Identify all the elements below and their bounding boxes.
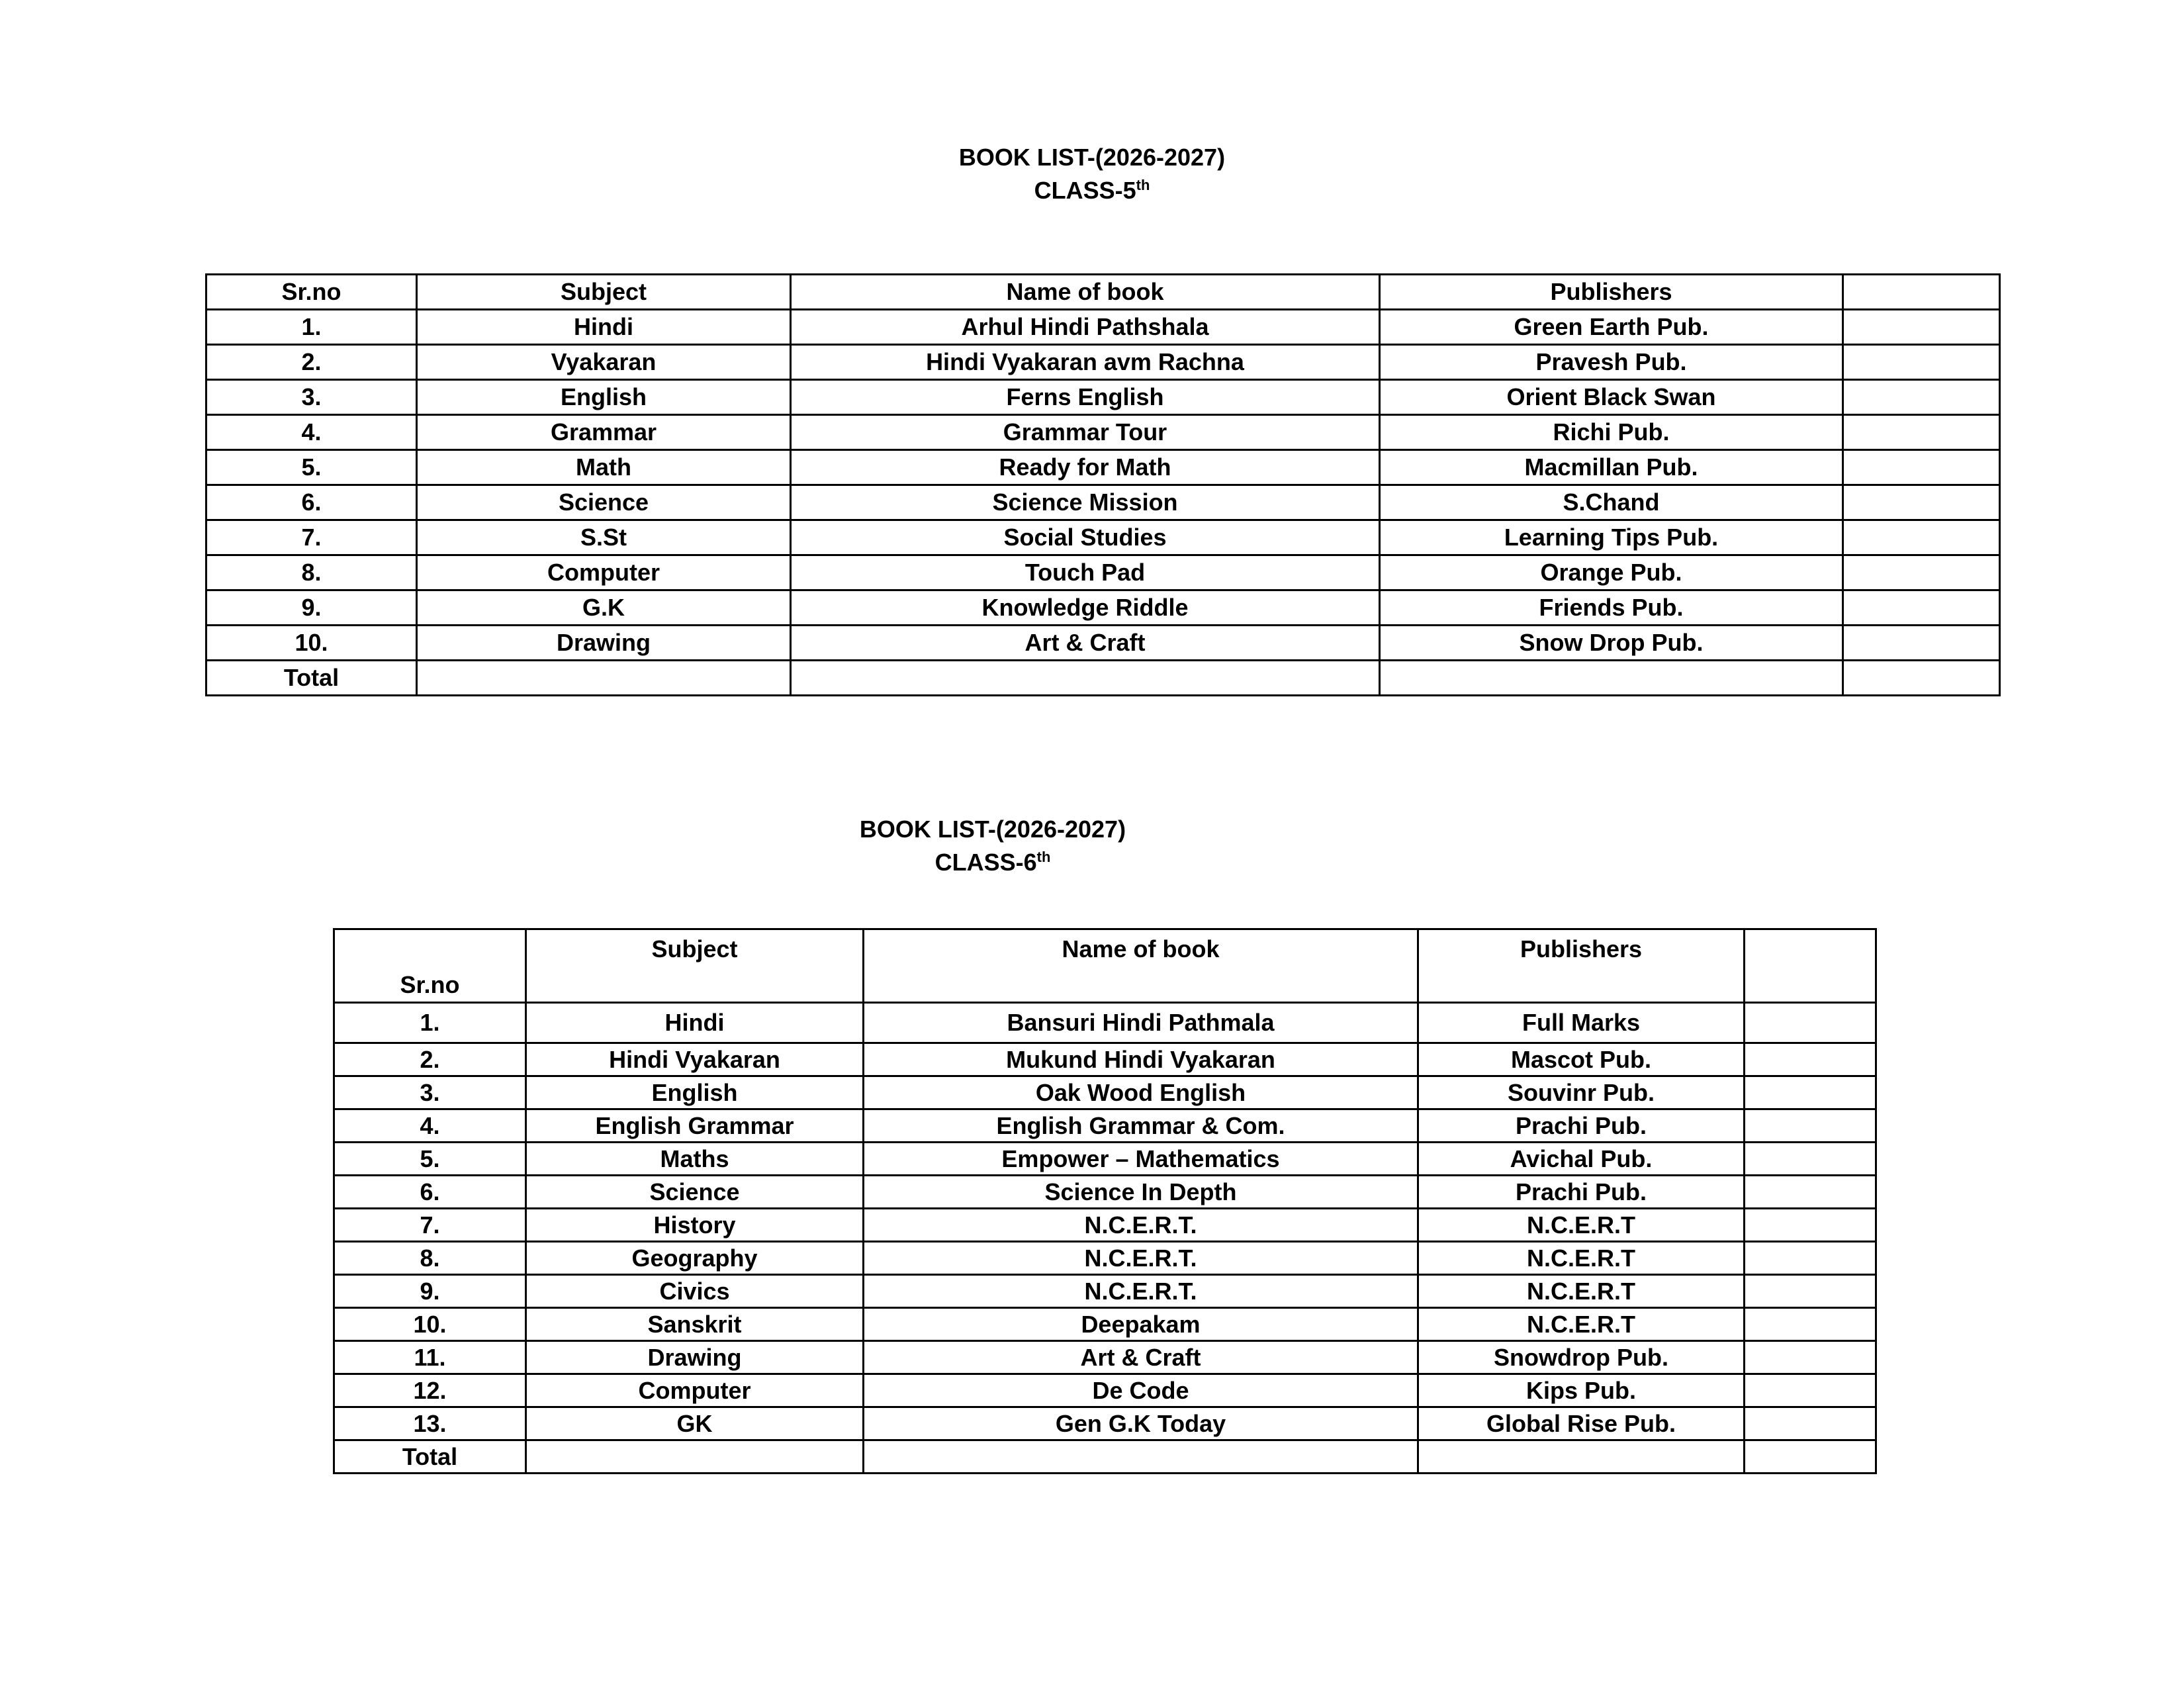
book-list-table-class-5: [205, 273, 2001, 696]
book-name-cell: Bansuri Hindi Pathmala: [864, 1003, 1418, 1043]
sr-no-cell: 13.: [334, 1407, 526, 1440]
section-heading-class-6: [827, 813, 1158, 879]
publisher-cell: Learning Tips Pub.: [1380, 520, 1843, 555]
total-subject-cell: [417, 661, 791, 696]
class-label: CLASS-5th: [1034, 177, 1150, 204]
subject-cell: English Grammar: [526, 1109, 864, 1143]
table-row: [334, 1043, 1876, 1076]
sr-no-cell: 12.: [334, 1374, 526, 1407]
publisher-cell: Full Marks: [1418, 1003, 1745, 1043]
book-name-cell: Art & Craft: [864, 1341, 1418, 1374]
sr-no-cell: 8.: [334, 1242, 526, 1275]
blank-cell: [1745, 1308, 1876, 1341]
publisher-cell: Orient Black Swan: [1380, 380, 1843, 415]
book-name-cell: N.C.E.R.T.: [864, 1275, 1418, 1308]
subject-cell: S.St: [417, 520, 791, 555]
subject-cell: Science: [526, 1176, 864, 1209]
table-row: [334, 1374, 1876, 1407]
total-blank-cell: [1843, 661, 2000, 696]
sr-no-cell: 11.: [334, 1341, 526, 1374]
sr-no-cell: 7.: [206, 520, 417, 555]
book-name-cell: Knowledge Riddle: [791, 590, 1380, 626]
publisher-cell: Kips Pub.: [1418, 1374, 1745, 1407]
table-row: [206, 520, 2000, 555]
blank-cell: [1745, 1374, 1876, 1407]
subject-cell: History: [526, 1209, 864, 1242]
book-name-cell: N.C.E.R.T.: [864, 1242, 1418, 1275]
subject-cell: Sanskrit: [526, 1308, 864, 1341]
total-book-name-cell: [864, 1440, 1418, 1474]
blank-cell: [1843, 590, 2000, 626]
publisher-cell: Snowdrop Pub.: [1418, 1341, 1745, 1374]
blank-cell: [1745, 1341, 1876, 1374]
subject-cell: G.K: [417, 590, 791, 626]
table-row: [206, 590, 2000, 626]
book-name-cell: Art & Craft: [791, 626, 1380, 661]
header-subject-cell: Subject: [526, 929, 864, 1003]
header-blank-cell: [1745, 929, 1876, 1003]
blank-cell: [1843, 415, 2000, 450]
sr-no-cell: 1.: [334, 1003, 526, 1043]
blank-cell: [1843, 626, 2000, 661]
publisher-cell: Snow Drop Pub.: [1380, 626, 1843, 661]
book-name-cell: Arhul Hindi Pathshala: [791, 310, 1380, 345]
table-row: [334, 1275, 1876, 1308]
sr-no-cell: 2.: [334, 1043, 526, 1076]
blank-cell: [1843, 485, 2000, 520]
total-publisher-cell: [1418, 1440, 1745, 1474]
book-name-cell: Touch Pad: [791, 555, 1380, 590]
header-publisher-cell: Publishers: [1380, 275, 1843, 310]
sr-no-cell: 5.: [206, 450, 417, 485]
blank-cell: [1843, 310, 2000, 345]
header-publisher-cell: Publishers: [1418, 929, 1745, 1003]
publisher-cell: Orange Pub.: [1380, 555, 1843, 590]
sr-no-cell: 3.: [334, 1076, 526, 1109]
table-row: [334, 1242, 1876, 1275]
book-list-title: BOOK LIST-(2026-2027): [958, 144, 1226, 171]
table-row: [206, 555, 2000, 590]
subject-cell: Science: [417, 485, 791, 520]
publisher-cell: Richi Pub.: [1380, 415, 1843, 450]
subject-cell: Math: [417, 450, 791, 485]
total-label: Total: [206, 661, 417, 696]
header-book-name-cell: Name of book: [791, 275, 1380, 310]
sr-no-cell: 9.: [334, 1275, 526, 1308]
blank-cell: [1745, 1176, 1876, 1209]
blank-cell: [1745, 1209, 1876, 1242]
table-row: [334, 1076, 1876, 1109]
sr-no-cell: 3.: [206, 380, 417, 415]
sr-no-cell: 7.: [334, 1209, 526, 1242]
subject-cell: Geography: [526, 1242, 864, 1275]
subject-cell: Hindi: [417, 310, 791, 345]
blank-cell: [1745, 1109, 1876, 1143]
blank-cell: [1843, 520, 2000, 555]
publisher-cell: Prachi Pub.: [1418, 1176, 1745, 1209]
header-subject-cell: Subject: [417, 275, 791, 310]
sr-no-cell: 6.: [206, 485, 417, 520]
blank-cell: [1843, 450, 2000, 485]
blank-cell: [1745, 1275, 1876, 1308]
book-name-cell: Hindi Vyakaran avm Rachna: [791, 345, 1380, 380]
subject-cell: Maths: [526, 1143, 864, 1176]
book-name-cell: Empower – Mathematics: [864, 1143, 1418, 1176]
blank-cell: [1843, 380, 2000, 415]
total-blank-cell: [1745, 1440, 1876, 1474]
table-row: [206, 626, 2000, 661]
subject-cell: Drawing: [526, 1341, 864, 1374]
publisher-cell: Global Rise Pub.: [1418, 1407, 1745, 1440]
blank-cell: [1745, 1143, 1876, 1176]
book-name-cell: Science In Depth: [864, 1176, 1418, 1209]
book-name-cell: Science Mission: [791, 485, 1380, 520]
section-heading-class-5: [927, 141, 1257, 207]
publisher-cell: Prachi Pub.: [1418, 1109, 1745, 1143]
book-name-cell: Social Studies: [791, 520, 1380, 555]
table-row: [334, 1143, 1876, 1176]
book-list-table-class-6: [333, 928, 1877, 1474]
sr-no-cell: 10.: [206, 626, 417, 661]
total-row: [206, 661, 2000, 696]
subject-cell: English: [417, 380, 791, 415]
total-label: Total: [334, 1440, 526, 1474]
table-row: [334, 1209, 1876, 1242]
class-label: CLASS-6th: [934, 849, 1051, 876]
table-row: [206, 485, 2000, 520]
table-row: [206, 415, 2000, 450]
header-sr-no-cell: Sr.no: [334, 929, 526, 1003]
blank-cell: [1745, 1242, 1876, 1275]
sr-no-cell: 10.: [334, 1308, 526, 1341]
publisher-cell: Green Earth Pub.: [1380, 310, 1843, 345]
blank-cell: [1745, 1076, 1876, 1109]
book-name-cell: Ready for Math: [791, 450, 1380, 485]
blank-cell: [1843, 555, 2000, 590]
header-sr-no-cell: Sr.no: [206, 275, 417, 310]
table-row: [206, 380, 2000, 415]
subject-cell: Hindi Vyakaran: [526, 1043, 864, 1076]
subject-cell: Computer: [526, 1374, 864, 1407]
book-list-title: BOOK LIST-(2026-2027): [859, 816, 1126, 843]
total-book-name-cell: [791, 661, 1380, 696]
book-name-cell: Gen G.K Today: [864, 1407, 1418, 1440]
publisher-cell: N.C.E.R.T: [1418, 1308, 1745, 1341]
total-publisher-cell: [1380, 661, 1843, 696]
blank-cell: [1745, 1003, 1876, 1043]
total-row: [334, 1440, 1876, 1474]
book-name-cell: Deepakam: [864, 1308, 1418, 1341]
subject-cell: Computer: [417, 555, 791, 590]
table-row: [334, 1003, 1876, 1043]
sr-no-cell: 8.: [206, 555, 417, 590]
book-name-cell: N.C.E.R.T.: [864, 1209, 1418, 1242]
table-row: [334, 1308, 1876, 1341]
publisher-cell: Souvinr Pub.: [1418, 1076, 1745, 1109]
table-row: [206, 345, 2000, 380]
subject-cell: Drawing: [417, 626, 791, 661]
book-name-cell: Ferns English: [791, 380, 1380, 415]
publisher-cell: Mascot Pub.: [1418, 1043, 1745, 1076]
sr-no-cell: 1.: [206, 310, 417, 345]
subject-cell: English: [526, 1076, 864, 1109]
book-name-cell: De Code: [864, 1374, 1418, 1407]
publisher-cell: N.C.E.R.T: [1418, 1275, 1745, 1308]
publisher-cell: N.C.E.R.T: [1418, 1242, 1745, 1275]
blank-cell: [1745, 1407, 1876, 1440]
book-name-cell: Oak Wood English: [864, 1076, 1418, 1109]
table-row: [334, 1176, 1876, 1209]
subject-cell: Hindi: [526, 1003, 864, 1043]
table-row: [206, 310, 2000, 345]
header-row: [334, 929, 1876, 1003]
header-blank-cell: [1843, 275, 2000, 310]
sr-no-cell: 9.: [206, 590, 417, 626]
publisher-cell: Friends Pub.: [1380, 590, 1843, 626]
subject-cell: Grammar: [417, 415, 791, 450]
sr-no-cell: 5.: [334, 1143, 526, 1176]
table-row: [206, 450, 2000, 485]
subject-cell: Civics: [526, 1275, 864, 1308]
publisher-cell: Macmillan Pub.: [1380, 450, 1843, 485]
publisher-cell: N.C.E.R.T: [1418, 1209, 1745, 1242]
book-name-cell: Mukund Hindi Vyakaran: [864, 1043, 1418, 1076]
header-book-name-cell: Name of book: [864, 929, 1418, 1003]
publisher-cell: Avichal Pub.: [1418, 1143, 1745, 1176]
publisher-cell: Pravesh Pub.: [1380, 345, 1843, 380]
header-row: [206, 275, 2000, 310]
table-row: [334, 1341, 1876, 1374]
book-name-cell: English Grammar & Com.: [864, 1109, 1418, 1143]
sr-no-cell: 4.: [334, 1109, 526, 1143]
blank-cell: [1843, 345, 2000, 380]
table-row: [334, 1109, 1876, 1143]
table-row: [334, 1407, 1876, 1440]
subject-cell: GK: [526, 1407, 864, 1440]
subject-cell: Vyakaran: [417, 345, 791, 380]
sr-no-cell: 2.: [206, 345, 417, 380]
blank-cell: [1745, 1043, 1876, 1076]
book-name-cell: Grammar Tour: [791, 415, 1380, 450]
total-subject-cell: [526, 1440, 864, 1474]
publisher-cell: S.Chand: [1380, 485, 1843, 520]
sr-no-cell: 6.: [334, 1176, 526, 1209]
sr-no-cell: 4.: [206, 415, 417, 450]
